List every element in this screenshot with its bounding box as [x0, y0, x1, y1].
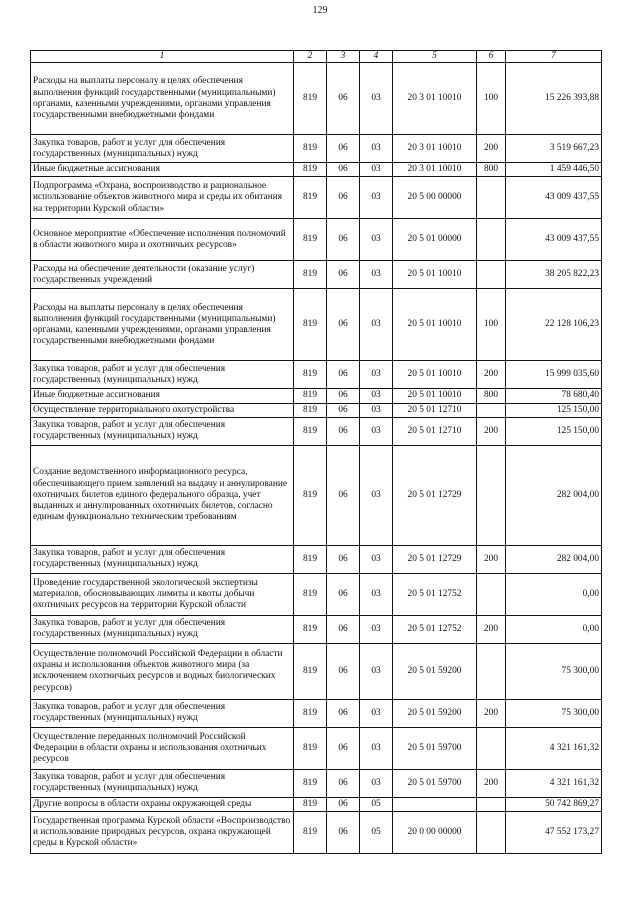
row-section-code: 06: [327, 769, 360, 797]
row-amount: 47 552 173,27: [506, 812, 602, 854]
row-section-code: 06: [327, 63, 360, 135]
row-subsection-code: 03: [360, 135, 393, 163]
row-section-code: 06: [327, 545, 360, 573]
row-ministry-code: 819: [294, 177, 327, 219]
header-col-3: 3: [327, 51, 360, 63]
row-amount: 75 300,00: [506, 643, 602, 699]
row-target-article: 20 5 01 12729: [393, 545, 477, 573]
row-description: Осуществление переданных полномочий Российской Федерации в области охраны и использования охотничьих ресурсов: [31, 727, 294, 769]
row-amount: 3 519 667,23: [506, 135, 602, 163]
row-section-code: 06: [327, 699, 360, 727]
row-target-article: 20 5 01 12710: [393, 417, 477, 445]
row-target-article: 20 0 00 00000: [393, 812, 477, 854]
row-description: Расходы на выплаты персоналу в целях обеспечения выполнения функций государственными (муниципальными) органами, казенными учреждениями, органами управления государственными внебюджетными фондами: [31, 63, 294, 135]
row-target-article: 20 5 00 00000: [393, 177, 477, 219]
table-row: [31, 177, 602, 219]
row-description: Закупка товаров, работ и услуг для обеспечения государственных (муниципальных) нужд: [31, 361, 294, 389]
table-row: [31, 163, 602, 177]
row-subsection-code: 03: [360, 573, 393, 615]
row-target-article: 20 3 01 10010: [393, 63, 477, 135]
row-amount: 75 300,00: [506, 699, 602, 727]
row-description: Другие вопросы в области охраны окружающей среды: [31, 797, 294, 811]
table-row: [31, 63, 602, 135]
row-subsection-code: 03: [360, 163, 393, 177]
row-subsection-code: 03: [360, 417, 393, 445]
row-description: Закупка товаров, работ и услуг для обеспечения государственных (муниципальных) нужд: [31, 699, 294, 727]
row-subsection-code: 03: [360, 769, 393, 797]
row-description: Расходы на выплаты персоналу в целях обеспечения выполнения функций государственными (муниципальными) органами, казенными учреждениями, органами управления государственными внебюджетными фондами: [31, 289, 294, 361]
table-row: [31, 261, 602, 289]
row-subsection-code: 03: [360, 219, 393, 261]
row-section-code: 06: [327, 289, 360, 361]
row-target-article: 20 3 01 10010: [393, 163, 477, 177]
row-ministry-code: 819: [294, 699, 327, 727]
row-section-code: 06: [327, 445, 360, 545]
row-description: Проведение государственной экологической экспертизы материалов, обосновывающих лимиты и квоты добычи охотничьих ресурсов на территории Курской области: [31, 573, 294, 615]
row-section-code: 06: [327, 573, 360, 615]
row-section-code: 06: [327, 389, 360, 403]
table-row: [31, 769, 602, 797]
row-target-article: 20 5 01 12729: [393, 445, 477, 545]
table-row: [31, 615, 602, 643]
row-ministry-code: 819: [294, 403, 327, 417]
row-subsection-code: 03: [360, 403, 393, 417]
row-section-code: 06: [327, 219, 360, 261]
row-section-code: 06: [327, 403, 360, 417]
row-amount: 4 321 161,32: [506, 727, 602, 769]
row-subsection-code: 05: [360, 797, 393, 811]
row-subsection-code: 03: [360, 289, 393, 361]
row-amount: 15 999 035,60: [506, 361, 602, 389]
row-expense-type: [477, 403, 506, 417]
row-ministry-code: 819: [294, 135, 327, 163]
row-expense-type: [477, 219, 506, 261]
row-section-code: 06: [327, 163, 360, 177]
row-description: Закупка товаров, работ и услуг для обеспечения государственных (муниципальных) нужд: [31, 135, 294, 163]
table-row: [31, 545, 602, 573]
row-description: Закупка товаров, работ и услуг для обеспечения государственных (муниципальных) нужд: [31, 417, 294, 445]
row-description: Основное мероприятие «Обеспечение исполнения полномочий в области животного мира и охотничьих ресурсов»: [31, 219, 294, 261]
row-target-article: 20 3 01 10010: [393, 135, 477, 163]
row-amount: 0,00: [506, 573, 602, 615]
row-subsection-code: 03: [360, 727, 393, 769]
row-target-article: 20 5 01 10010: [393, 389, 477, 403]
row-subsection-code: 03: [360, 63, 393, 135]
row-target-article: [393, 797, 477, 811]
row-amount: 38 205 822,23: [506, 261, 602, 289]
row-section-code: 06: [327, 361, 360, 389]
row-ministry-code: 819: [294, 797, 327, 811]
row-expense-type: 200: [477, 545, 506, 573]
row-target-article: 20 5 01 00000: [393, 219, 477, 261]
row-ministry-code: 819: [294, 812, 327, 854]
row-ministry-code: 819: [294, 361, 327, 389]
row-expense-type: 800: [477, 163, 506, 177]
row-target-article: 20 5 01 12710: [393, 403, 477, 417]
row-description: Осуществление территориального охотустройства: [31, 403, 294, 417]
row-ministry-code: 819: [294, 389, 327, 403]
row-expense-type: [477, 573, 506, 615]
row-section-code: 06: [327, 812, 360, 854]
header-col-6: 6: [477, 51, 506, 63]
row-ministry-code: 819: [294, 727, 327, 769]
table-row: [31, 135, 602, 163]
row-ministry-code: 819: [294, 261, 327, 289]
row-expense-type: 200: [477, 361, 506, 389]
table-row: [31, 445, 602, 545]
row-section-code: 06: [327, 797, 360, 811]
row-subsection-code: 03: [360, 445, 393, 545]
row-section-code: 06: [327, 135, 360, 163]
row-description: Государственная программа Курской области «Воспроизводство и использование природных ресурсов, охрана окружающей среды в Курской области»: [31, 812, 294, 854]
row-description: Осуществление полномочий Российской Федерации в области охраны и использования объектов животного мира (за исключением охотничьих ресурсов и водных биологических ресурсов): [31, 643, 294, 699]
row-expense-type: 200: [477, 699, 506, 727]
row-amount: 282 004,00: [506, 545, 602, 573]
row-amount: 1 459 446,50: [506, 163, 602, 177]
row-expense-type: [477, 727, 506, 769]
row-section-code: 06: [327, 615, 360, 643]
row-description: Закупка товаров, работ и услуг для обеспечения государственных (муниципальных) нужд: [31, 615, 294, 643]
row-ministry-code: 819: [294, 573, 327, 615]
page-number: 129: [312, 5, 328, 16]
row-expense-type: 100: [477, 63, 506, 135]
row-subsection-code: 03: [360, 643, 393, 699]
row-expense-type: 200: [477, 417, 506, 445]
row-ministry-code: 819: [294, 219, 327, 261]
row-expense-type: [477, 445, 506, 545]
table-row: [31, 699, 602, 727]
row-expense-type: 200: [477, 615, 506, 643]
row-amount: 22 128 106,23: [506, 289, 602, 361]
table-row: [31, 727, 602, 769]
table-row: [31, 389, 602, 403]
row-amount: 43 009 437,55: [506, 177, 602, 219]
row-ministry-code: 819: [294, 545, 327, 573]
row-amount: 50 742 869,27: [506, 797, 602, 811]
row-target-article: 20 5 01 10010: [393, 289, 477, 361]
row-ministry-code: 819: [294, 163, 327, 177]
table-row: [31, 812, 602, 854]
row-subsection-code: 03: [360, 545, 393, 573]
row-section-code: 06: [327, 417, 360, 445]
row-ministry-code: 819: [294, 289, 327, 361]
row-amount: 43 009 437,55: [506, 219, 602, 261]
row-target-article: 20 5 01 10010: [393, 261, 477, 289]
row-section-code: 06: [327, 261, 360, 289]
row-description: Закупка товаров, работ и услуг для обеспечения государственных (муниципальных) нужд: [31, 769, 294, 797]
table-header-row: [31, 51, 602, 63]
row-description: Подпрограмма «Охрана, воспроизводство и рациональное использование объектов животного мира и среды их обитания на территории Курской области»: [31, 177, 294, 219]
row-subsection-code: 03: [360, 699, 393, 727]
header-col-5: 5: [393, 51, 477, 63]
row-expense-type: [477, 797, 506, 811]
row-subsection-code: 05: [360, 812, 393, 854]
row-description: Создание ведомственного информационного ресурса, обеспечивающего прием заявлений на выдачу и аннулирование охотничьих билетов единого федерального образца, учет выданных и аннулированных охотничьих билетов, согласно единым функционально техническим требованиям: [31, 445, 294, 545]
header-col-2: 2: [294, 51, 327, 63]
row-expense-type: [477, 812, 506, 854]
table-row: [31, 643, 602, 699]
table-row: [31, 573, 602, 615]
row-subsection-code: 03: [360, 177, 393, 219]
table-row: [31, 403, 602, 417]
row-target-article: 20 5 01 12752: [393, 573, 477, 615]
row-description: Иные бюджетные ассигнования: [31, 163, 294, 177]
row-expense-type: 200: [477, 135, 506, 163]
row-subsection-code: 03: [360, 261, 393, 289]
row-subsection-code: 03: [360, 361, 393, 389]
row-target-article: 20 5 01 59700: [393, 769, 477, 797]
row-amount: 0,00: [506, 615, 602, 643]
row-expense-type: [477, 177, 506, 219]
table-row: [31, 219, 602, 261]
row-subsection-code: 03: [360, 389, 393, 403]
row-ministry-code: 819: [294, 63, 327, 135]
row-expense-type: [477, 643, 506, 699]
row-section-code: 06: [327, 643, 360, 699]
row-ministry-code: 819: [294, 615, 327, 643]
row-target-article: 20 5 01 59200: [393, 699, 477, 727]
header-col-7: 7: [506, 51, 602, 63]
row-subsection-code: 03: [360, 615, 393, 643]
row-target-article: 20 5 01 10010: [393, 361, 477, 389]
row-description: Расходы на обеспечение деятельности (оказание услуг) государственных учреждений: [31, 261, 294, 289]
row-amount: 282 004,00: [506, 445, 602, 545]
row-expense-type: 800: [477, 389, 506, 403]
table-row: [31, 289, 602, 361]
budget-table: [30, 50, 602, 854]
row-section-code: 06: [327, 727, 360, 769]
row-ministry-code: 819: [294, 643, 327, 699]
row-ministry-code: 819: [294, 445, 327, 545]
header-col-1: 1: [31, 51, 294, 63]
row-expense-type: 200: [477, 769, 506, 797]
row-amount: 125 150,00: [506, 403, 602, 417]
row-description: Иные бюджетные ассигнования: [31, 389, 294, 403]
row-ministry-code: 819: [294, 417, 327, 445]
row-amount: 4 321 161,32: [506, 769, 602, 797]
row-amount: 125 150,00: [506, 417, 602, 445]
row-amount: 15 226 393,88: [506, 63, 602, 135]
table-row: [31, 797, 602, 811]
row-target-article: 20 5 01 59700: [393, 727, 477, 769]
row-expense-type: [477, 261, 506, 289]
row-expense-type: 100: [477, 289, 506, 361]
table-row: [31, 361, 602, 389]
row-amount: 78 680,40: [506, 389, 602, 403]
header-col-4: 4: [360, 51, 393, 63]
row-ministry-code: 819: [294, 769, 327, 797]
row-target-article: 20 5 01 12752: [393, 615, 477, 643]
row-description: Закупка товаров, работ и услуг для обеспечения государственных (муниципальных) нужд: [31, 545, 294, 573]
row-target-article: 20 5 01 59200: [393, 643, 477, 699]
row-section-code: 06: [327, 177, 360, 219]
table-row: [31, 417, 602, 445]
